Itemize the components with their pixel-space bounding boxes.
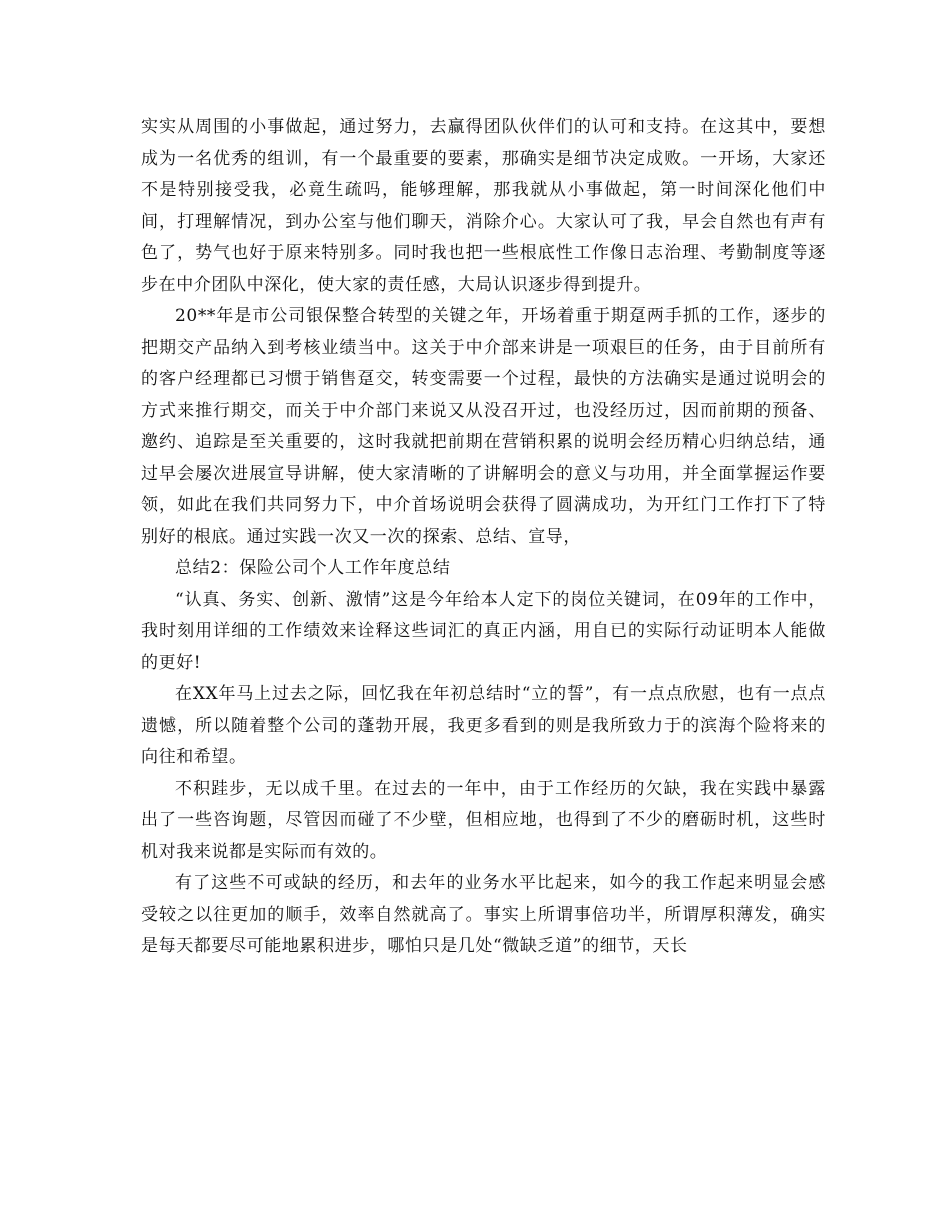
document-body: [141, 112, 826, 963]
paragraph-4: 在XX年马上过去之际，回忆我在年初总结时“立的誓”，有一点点欣慰，也有一点点遗憾，所以随着整个公司的蓬勃开展，我更多看到的则是我所致力于的滨海个险将来的向往和希望。: [141, 684, 826, 767]
paragraph-1: 实实从周围的小事做起，通过努力，去赢得团队伙伴们的认可和支持。在这其中，要想成为一名优秀的组训，有一个最重要的要素，那确实是细节决定成败。一开场，大家还不是特别接受我，必竟生疏吗，能够理解，那我就从小事做起，第一时间深化他们中间，打理解情况，到办公室与他们聊天，消除介心。大家认可了我，早会自然也有声有色了，势气也好于原来特别多。同时我也把一些根底性工作像日志治理、考勤制度等逐步在中介团队中深化，使大家的责任感，大局认识逐步得到提升。: [141, 117, 826, 295]
paragraph-3: “认真、务实、创新、激情”这是今年给本人定下的岗位关键词，在09年的工作中，我时刻用详细的工作绩效来诠释这些词汇的真正内涵，用自已的实际行动证明本人能做的更好!: [141, 589, 826, 673]
paragraph-5: 不积跬步，无以成千里。在过去的一年中，由于工作经历的欠缺，我在实践中暴露出了一些咨询题，尽管因而碰了不少壁，但相应地，也得到了不少的磨砺时机，这些时机对我来说都是实际而有效的。: [141, 778, 826, 862]
paragraph-2: 20**年是市公司银保整合转型的关键之年，开场着重于期趸两手抓的工作，逐步的把期交产品纳入到考核业绩当中。这关于中介部来讲是一项艰巨的任务，由于目前所有的客户经理都已习惯于销售趸交，转变需要一个过程，最快的方法确实是通过说明会的方式来推行期交，而关于中介部门来说又从没召开过，也没经历过，因而前期的预备、邀约、追踪是至关重要的，这时我就把前期在营销积累的说明会经历精心归纳总结，通过早会屡次进展宣导讲解，使大家清晰的了讲解明会的意义与功用，并全面掌握运作要领，如此在我们共同努力下，中介首场说明会获得了圆满成功，为开红门工作打下了特别好的根底。通过实践一次又一次的探索、总结、宣导，: [141, 306, 826, 547]
section-heading: 总结2：保险公司个人工作年度总结: [175, 558, 451, 578]
paragraph-6: 有了这些不可或缺的经历，和去年的业务水平比起来，如今的我工作起来明显会感受较之以往更加的顺手，效率自然就高了。事实上所谓事倍功半，所谓厚积薄发，确实是每天都要尽可能地累积进步，哪怕只是几处“微缺乏道”的细节，天长: [141, 873, 826, 956]
